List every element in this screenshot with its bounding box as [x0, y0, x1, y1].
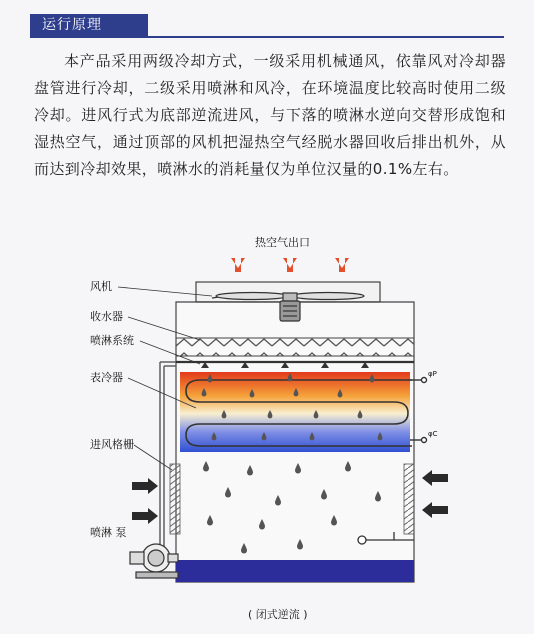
label-spray-system: 喷淋系统 — [90, 334, 134, 347]
eliminator — [176, 338, 414, 356]
intro-paragraph: 本产品采用两级冷却方式，一级采用机械通风，依靠风对冷却器盘管进行冷却，二级采用喷淋和风冷，在环境温度比较高时使用二级冷却。进风行式为底部逆流进风，与下落的喷淋水逆向交替形成饱和湿热空气，通过顶部的风机把湿热空气经脱水器回收后排出机外，从而达到冷却效果，喷淋水的消耗量仅为单位汉量的0.1%左右。 — [34, 52, 506, 178]
water-basin — [176, 560, 414, 582]
label-fan: 风机 — [90, 280, 112, 293]
pipe-label-out: φC — [428, 430, 438, 438]
inlet-louver-right — [404, 464, 414, 534]
hot-air-arrows — [231, 258, 349, 272]
pipe-label-in: φP — [428, 370, 437, 378]
label-spray-pump: 喷淋 泵 — [90, 526, 127, 539]
section-title: 运行原理 — [30, 14, 148, 36]
diagram-caption: ( 闭式逆流 ) — [248, 608, 308, 621]
inlet-louver-left — [170, 464, 180, 534]
label-eliminator: 收水器 — [90, 310, 123, 323]
spray-pump-icon — [130, 544, 178, 578]
outlet-label: 热空气出口 — [255, 236, 310, 249]
label-inlet-louver: 进风格栅 — [90, 438, 134, 451]
label-surface-cooler: 表冷器 — [90, 371, 123, 384]
